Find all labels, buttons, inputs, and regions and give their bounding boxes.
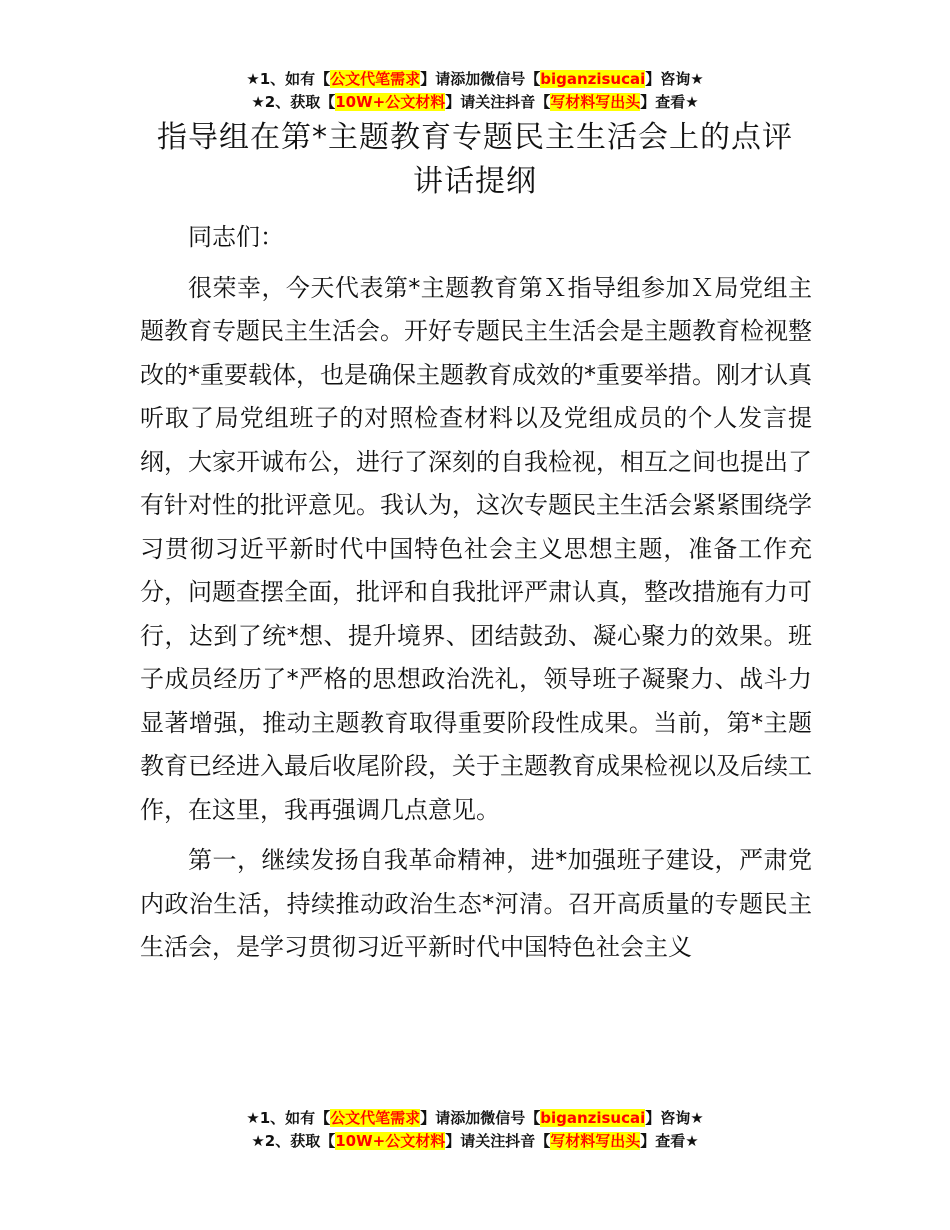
banner-highlight-douyin: 写材料写出头 <box>550 1132 641 1150</box>
banner-line-1: ★1、如有【公文代笔需求】请添加微信号【biganzisucai】咨询★ <box>246 1109 704 1127</box>
banner-line-2: ★2、获取【10W+公文材料】请关注抖音【写材料写出头】查看★ <box>251 1132 699 1150</box>
banner-highlight-service: 公文代笔需求 <box>330 70 421 88</box>
paragraph-2: 第一，继续发扬自我革命精神，进*加强班子建设，严肃党内政治生活，持续推动政治生态*河清。召开高质量的专题民主生活会，是学习贯彻习近平新时代中国特色社会主义 <box>140 846 812 961</box>
title-line-1: 指导组在第*主题教育专题民主生活会上的点评 <box>157 120 793 155</box>
banner-highlight-douyin: 写材料写出头 <box>550 93 641 111</box>
banner-highlight-materials: 10W+公文材料 <box>335 1132 446 1150</box>
footer-banner <box>0 1107 950 1153</box>
header-banner <box>0 68 950 114</box>
title-line-2: 讲话提纲 <box>413 164 537 199</box>
salutation: 同志们： <box>188 223 284 251</box>
document-body <box>140 216 812 977</box>
banner-highlight-wechat-id: biganzisucai <box>540 1109 646 1127</box>
banner-highlight-service: 公文代笔需求 <box>330 1109 421 1127</box>
banner-line-1: ★1、如有【公文代笔需求】请添加微信号【biganzisucai】咨询★ <box>246 70 704 88</box>
banner-line-2: ★2、获取【10W+公文材料】请关注抖音【写材料写出头】查看★ <box>251 93 699 111</box>
banner-highlight-wechat-id: biganzisucai <box>540 70 646 88</box>
paragraph-1: 很荣幸，今天代表第*主题教育第Ｘ指导组参加Ｘ局党组主题教育专题民主生活会。开好专题民主生活会是主题教育检视整改的*重要载体，也是确保主题教育成效的*重要举措。刚才认真听取了局党组班子的对照检查材料以及党组成员的个人发言提纲，大家开诚布公，进行了深刻的自我检视，相互之间也提出了有针对性的批评意见。我认为，这次专题民主生活会紧紧围绕学习贯彻习近平新时代中国特色社会主义思想主题，准备工作充分，问题查摆全面，批评和自我批评严肃认真，整改措施有力可行，达到了统*想、提升境界、团结鼓劲、凝心聚力的效果。班子成员经历了*严格的思想政治洗礼，领导班子凝聚力、战斗力显著增强，推动主题教育取得重要阶段性成果。当前，第*主题教育已经进入最后收尾阶段，关于主题教育成果检视以及后续工作，在这里，我再强调几点意见。 <box>140 273 812 824</box>
document-title <box>140 116 810 204</box>
banner-highlight-materials: 10W+公文材料 <box>335 93 446 111</box>
